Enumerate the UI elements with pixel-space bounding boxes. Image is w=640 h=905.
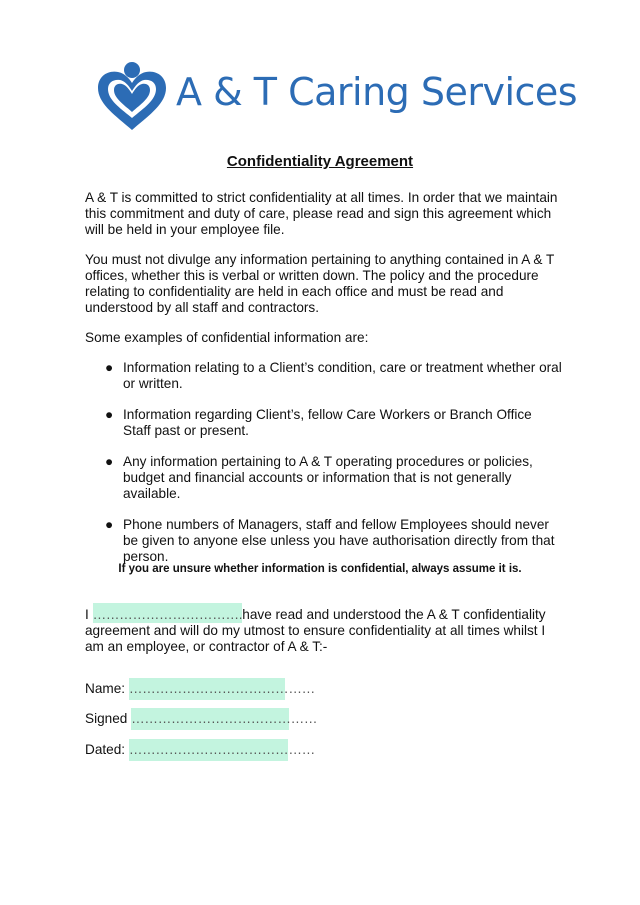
examples-intro: Some examples of confidential information are: bbox=[85, 330, 369, 345]
dated-row bbox=[85, 739, 315, 761]
signed-row bbox=[85, 708, 318, 730]
bullet-icon: ● bbox=[105, 407, 114, 422]
heart-with-figure-icon bbox=[96, 58, 168, 132]
date-field[interactable]: …………………………………… bbox=[129, 739, 288, 761]
signature-field[interactable]: …………………………………… bbox=[131, 708, 289, 730]
logo-text: A & T Caring Services bbox=[176, 70, 578, 114]
page-title: Confidentiality Agreement bbox=[226, 153, 414, 170]
declaration-paragraph: I …………………………….have read and understood the A & T confidentiality agreement and will do my utmost to ensure confidentiality at all times whilst I am an employee, or contractor of A & T:- bbox=[85, 603, 563, 655]
policy-paragraph: You must not divulge any information pertaining to anything contained in A & T offices, whether this is verbal or written down. The policy and the procedure relating to confidentiality are held in each office and must be read and understood by all staff and contractors. bbox=[85, 252, 555, 315]
bullet-icon: ● bbox=[105, 360, 114, 375]
name-field[interactable]: …………………………………… bbox=[129, 678, 285, 700]
name-label: Name: bbox=[85, 681, 129, 696]
signed-label: Signed bbox=[85, 711, 132, 726]
confidentiality-notice: If you are unsure whether information is confidential, always assume it is. bbox=[118, 563, 522, 575]
list-item: ● Phone numbers of Managers, staff and fellow Employees should never be given to anyone else unless you have authorisation directly from that person. bbox=[105, 517, 555, 564]
company-logo bbox=[96, 58, 578, 132]
bullet-icon: ● bbox=[105, 517, 114, 532]
bullet-icon: ● bbox=[105, 454, 114, 469]
examples-list bbox=[85, 360, 563, 580]
dated-label: Dated: bbox=[85, 742, 129, 757]
list-item: ● Any information pertaining to A & T operating procedures or policies, budget and financial accounts or information that is not generally available. bbox=[105, 454, 533, 501]
list-item: ● Information relating to a Client’s condition, care or treatment whether oral or written. bbox=[105, 360, 562, 391]
declarant-name-field[interactable]: ……………………………. bbox=[93, 603, 243, 623]
name-row bbox=[85, 678, 315, 700]
list-item: ● Information regarding Client’s, fellow Care Workers or Branch Office Staff past or present. bbox=[105, 407, 532, 438]
intro-paragraph: A & T is committed to strict confidentiality at all times. In order that we maintain this commitment and duty of care, please read and sign this agreement which will be held in your employee file. bbox=[85, 190, 558, 237]
